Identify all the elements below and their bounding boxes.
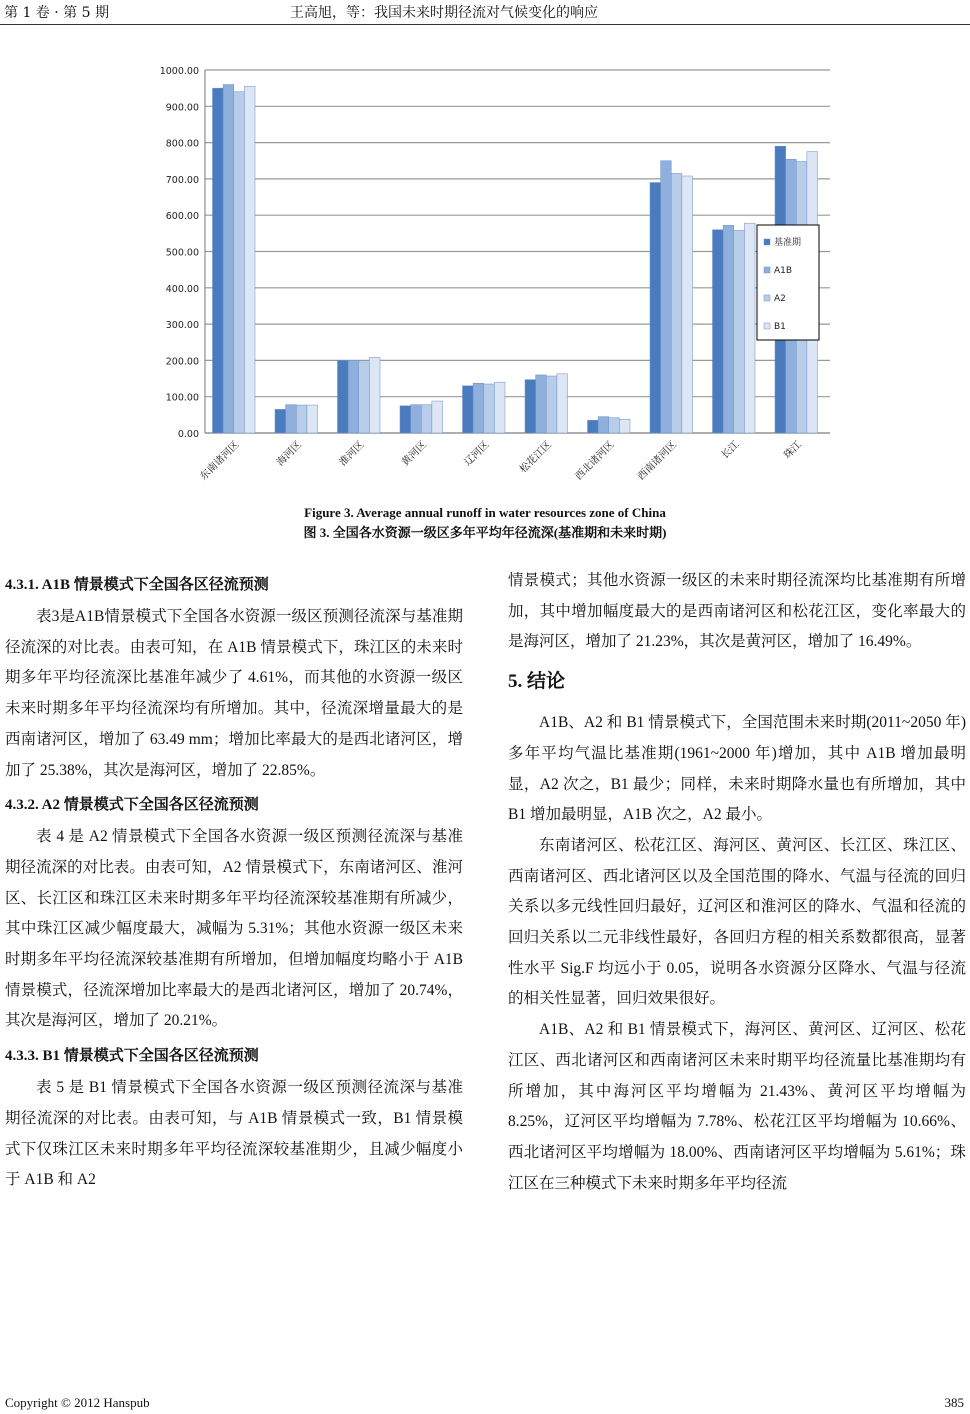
y-tick-label: 100.00 — [165, 392, 199, 404]
paragraph: 表 4 是 A2 情景模式下全国各水资源一级区预测径流深与基准期径流深的对比表。由表可知，A2 情景模式下，东南诸河区、淮河区、长江区和珠江区未来时期多年平均径流深较基准期有所减少，其中珠江区减少幅度最大，减幅为 5.31%；其他水资源一级区未来时期多年平均径流深较基准期有所增加，但增加幅度均略小于 A1B 情景模式，径流深增加比率最大的是西北诸河区，增加了 20.74%，其次是海河区，增加了 20.21%。 — [5, 828, 463, 1030]
bar — [348, 360, 359, 433]
bar — [671, 173, 682, 433]
bar — [286, 405, 297, 433]
bar — [400, 406, 411, 433]
bar — [588, 420, 599, 433]
bar — [744, 223, 755, 433]
legend-label: A1B — [774, 266, 793, 276]
x-tick-label: 海河区 — [275, 439, 304, 469]
bar — [734, 230, 745, 433]
paragraph: 表3是A1B情景模式下全国各水资源一级区预测径流深与基准期径流深的对比表。由表可知，在 A1B 情景模式下，珠江区的未来时期多年平均径流深比基准年减少了 4.61%，而其他的水资源一级区未来时期多年平均径流深均有所增加。其中，径流深增量最大的是西南诸河区，增加了 63.49 mm；增加比率最大的是西北诸河区，增加了 25.38%，其次是海河区，增加了 22.85%。 — [5, 608, 463, 779]
bar — [359, 362, 370, 433]
bar — [296, 405, 307, 433]
x-tick-label: 淮河区 — [337, 439, 367, 469]
y-tick-label: 700.00 — [165, 174, 199, 186]
bar — [421, 405, 432, 433]
right-column — [508, 566, 966, 1199]
paragraph: 情景模式；其他水资源一级区的未来时期径流深均比基准期有所增加，其中增加幅度最大的是西南诸河区和松花江区，变化率最大的是海河区，增加了 21.23%，其次是黄河区，增加了 16.49%。 — [508, 572, 966, 651]
bar — [484, 384, 495, 433]
x-tick-label: 珠江 — [782, 439, 804, 462]
figure-caption-en: Figure 3. Average annual runoff in water resources zone of China — [304, 505, 666, 520]
y-tick-label: 500.00 — [165, 247, 199, 259]
x-tick-label: 西南诸河区 — [635, 439, 679, 483]
page-number: 385 — [944, 1395, 964, 1410]
bar — [723, 225, 734, 433]
section-heading-4-3-1: 4.3.1. A1B 情景模式下全国各区径流预测 — [5, 577, 269, 593]
bar — [650, 183, 661, 433]
paragraph: A1B、A2 和 B1 情景模式下，全国范围未来时期(2011~2050 年)多年平均气温比基准期(1961~2000 年)增加，其中 A1B 增加最明显，A2 次之，B1 最少；同样，未来时期降水量也有所增加，其中 B1 增加最明显，A1B 次之，A2 最小。 — [508, 714, 966, 824]
y-tick-label: 300.00 — [165, 320, 199, 332]
bar — [411, 405, 422, 433]
bar — [223, 85, 234, 433]
x-tick-label: 西北诸河区 — [573, 439, 617, 483]
bar — [682, 176, 693, 433]
bar — [307, 405, 318, 433]
bar — [598, 417, 609, 433]
x-tick-label: 辽河区 — [462, 439, 492, 469]
paragraph: 表 5 是 B1 情景模式下全国各水资源一级区预测径流深与基准期径流深的对比表。由表可知，与 A1B 情景模式一致，B1 情景模式下仅珠江区未来时期多年平均径流深较基准期少，且减少幅度小于 A1B 和 A2 — [5, 1079, 463, 1189]
bar — [619, 419, 630, 433]
bar — [494, 382, 505, 433]
x-tick-label: 东南诸河区 — [198, 439, 242, 483]
y-tick-label: 600.00 — [165, 211, 199, 223]
figure-caption-zh: 图 3. 全国各水资源一级区多年平均年径流深(基准期和未来时期) — [303, 525, 667, 540]
paragraph: 东南诸河区、松花江区、海河区、黄河区、长江区、珠江区、西南诸河区、西北诸河区以及全国范围的降水、气温与径流的回归关系以多元线性回归最好，辽河区和淮河区的降水、气温和径流的回归关系以二元非线性最好，各回归方程的相关系数都很高，显著性水平 Sig.F 均远小于 0.05，说明各水资源分区降水、气温与径流的相关性显著，回归效果很好。 — [508, 836, 966, 1008]
legend-label: A2 — [774, 294, 786, 304]
journal-issue: 第 1 卷 · 第 5 期 — [4, 5, 109, 21]
bar — [661, 161, 672, 433]
bar — [213, 88, 224, 433]
bar — [234, 92, 245, 433]
legend-swatch — [764, 323, 770, 329]
running-header — [0, 0, 970, 25]
bar — [244, 86, 255, 433]
paragraph: A1B、A2 和 B1 情景模式下，海河区、黄河区、辽河区、松花江区、西北诸河区和西南诸河区未来时期平均径流量比基准期均有所增加，其中海河区平均增幅为 21.43%、黄河区平均增幅为 8.25%，辽河区平均增幅为 7.78%、松花江区平均增幅为 10.66%、西北诸河区平均增幅为 18.00%、西南诸河区平均增幅为 5.61%；珠江区在三种模式下未来时期多年平均径流 — [508, 1021, 966, 1192]
bar — [525, 380, 536, 433]
bar — [338, 360, 349, 433]
bar — [369, 357, 380, 433]
x-tick-label: 黄河区 — [400, 439, 429, 469]
x-tick-label: 松花江区 — [517, 439, 554, 476]
section-heading-4-3-2: 4.3.2. A2 情景模式下全国各区径流预测 — [5, 797, 259, 814]
section-heading-conclusion: 5. 结论 — [508, 671, 566, 693]
y-tick-label: 0.00 — [177, 429, 199, 440]
bar — [463, 386, 474, 433]
y-tick-label: 800.00 — [165, 138, 199, 150]
y-tick-label: 900.00 — [165, 102, 199, 114]
bar — [546, 376, 557, 433]
legend-label: B1 — [774, 322, 786, 332]
legend-swatch — [764, 239, 770, 245]
bar — [275, 409, 286, 433]
x-tick-label: 长江 — [719, 439, 742, 462]
bar — [432, 401, 443, 433]
y-tick-label: 200.00 — [165, 356, 199, 368]
y-tick-label: 1000.00 — [159, 66, 199, 77]
article-running-title: 王高旭，等：我国未来时期径流对气候变化的响应 — [290, 5, 598, 21]
section-heading-4-3-3: 4.3.3. B1 情景模式下全国各区径流预测 — [5, 1048, 259, 1065]
y-tick-label: 400.00 — [165, 283, 199, 295]
legend-swatch — [764, 295, 770, 301]
runoff-bar-chart — [140, 55, 840, 495]
bar — [536, 375, 547, 433]
bar — [473, 383, 484, 433]
bar — [713, 230, 724, 433]
bar — [557, 374, 568, 433]
legend-swatch — [764, 267, 770, 273]
legend-label: 基准期 — [774, 238, 802, 248]
copyright: Copyright © 2012 Hanspub — [5, 1395, 150, 1410]
bar — [609, 418, 620, 433]
left-column — [5, 566, 463, 1196]
